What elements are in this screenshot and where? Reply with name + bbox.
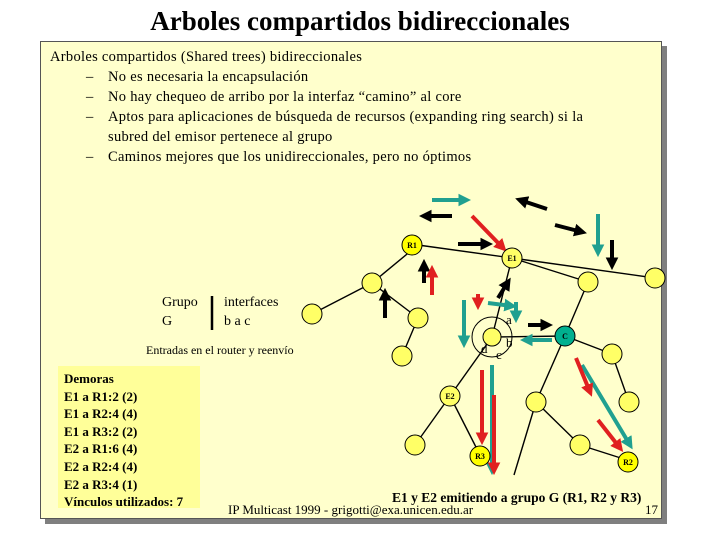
link: [492, 336, 565, 337]
table-header-group: Grupo: [162, 295, 198, 310]
diagram-caption: E1 y E2 emitiendo a grupo G (R1, R2 y R3): [392, 490, 642, 505]
link: [512, 258, 588, 282]
interface-label-d: d: [481, 341, 488, 356]
delay-row: E1 a R1:2 (2): [64, 388, 138, 404]
delay-row: E1 a R3:2 (2): [64, 423, 138, 439]
bullet-item: – No es necesaria la encapsulación: [86, 69, 309, 85]
link: [536, 336, 565, 402]
link: [514, 402, 536, 475]
bullet-item: – Caminos mejores que los unidireccionales, pero no óptimos: [86, 149, 472, 165]
footer-credit: IP Multicast 1999 - grigotti@exa.unicen.edu.ar: [228, 502, 474, 517]
interface-label-b: b: [506, 335, 513, 350]
page-number: 17: [645, 502, 658, 517]
router-node: [362, 273, 382, 293]
router-node: [602, 344, 622, 364]
router-node: [645, 268, 665, 288]
delays-title: Demoras: [64, 371, 114, 386]
bullet-text: Caminos mejores que los unidireccionales, pero no óptimos: [108, 149, 472, 165]
table-caption: Entradas en el router y reenvío: [146, 343, 294, 357]
router-node: [405, 435, 425, 455]
bullet-text: subred del emisor pertenece al grupo: [108, 129, 333, 145]
router-node: [578, 272, 598, 292]
node-label-r3: R3: [475, 452, 485, 461]
interface-label-c: c: [496, 347, 502, 362]
table-value-interfaces: b a c: [224, 314, 251, 329]
delay-row: E2 a R1:6 (4): [64, 441, 138, 457]
red-arrows: [432, 216, 620, 470]
router-node: [408, 308, 428, 328]
teal-arrows: [432, 200, 630, 470]
interface-label-a: a: [506, 312, 512, 327]
arrow: [520, 200, 547, 209]
router-node: [302, 304, 322, 324]
router-node: [392, 346, 412, 366]
table-value-group: G: [162, 314, 173, 329]
node-label-e1: E1: [507, 254, 517, 263]
router-node: [526, 392, 546, 412]
table-header-interfaces: interfaces: [224, 295, 279, 310]
delay-row: E2 a R2:4 (4): [64, 458, 138, 474]
bullet-text: No hay chequeo de arribo por la interfaz “camino” al core: [108, 89, 462, 105]
node-label-c: C: [562, 332, 568, 341]
node-label-r1: R1: [407, 241, 417, 250]
bullet-text: Aptos para aplicaciones de búsqueda de recursos (expanding ring search) si la: [108, 109, 584, 125]
router-node: [570, 435, 590, 455]
delay-row: E1 a R2:4 (4): [64, 406, 138, 422]
arrow: [488, 303, 512, 306]
node-label-r2: R2: [623, 458, 633, 467]
arrow: [555, 225, 582, 232]
delay-row: Vínculos utilizados: 7: [64, 494, 184, 510]
delay-row: E2 a R3:4 (1): [64, 476, 138, 492]
link: [418, 245, 512, 258]
bullet-item: – Aptos para aplicaciones de búsqueda de recursos (expanding ring search) si la: [86, 109, 584, 125]
bullet-item: – No hay chequeo de arribo por la interfaz “camino” al core: [86, 89, 462, 105]
slide-title: Arboles compartidos bidireccionales: [150, 6, 570, 36]
router-node: [619, 392, 639, 412]
node-label-e2: E2: [445, 392, 455, 401]
intro-text: Arboles compartidos (Shared trees) bidireccionales: [50, 49, 363, 65]
routing-table: [146, 295, 294, 357]
bullet-text: No es necesaria la encapsulación: [108, 69, 309, 85]
